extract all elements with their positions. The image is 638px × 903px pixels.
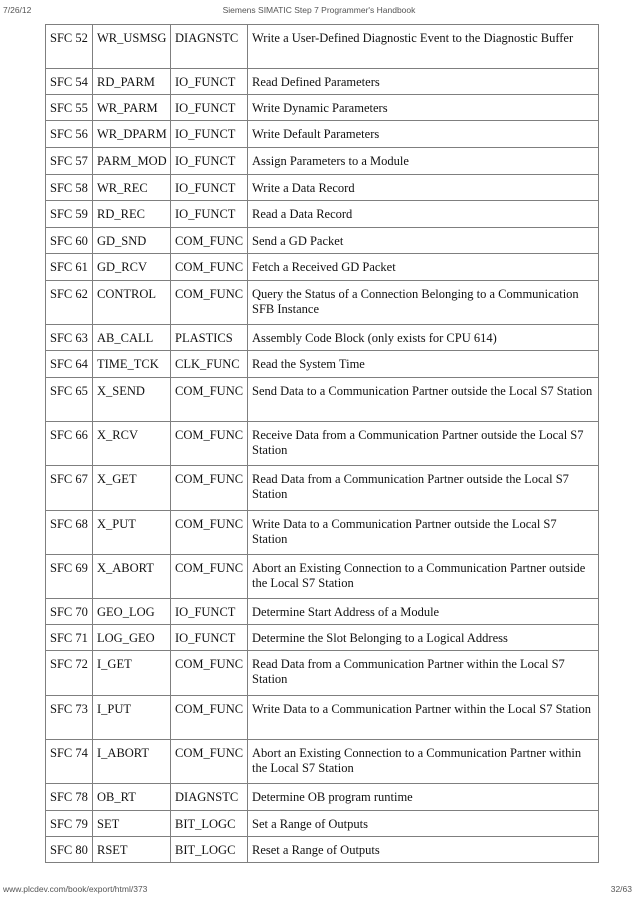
table-row	[46, 69, 599, 95]
source-url: www.plcdev.com/book/export/html/373	[3, 884, 148, 894]
document-title: Siemens SIMATIC Step 7 Programmer's Handbook	[222, 5, 416, 15]
table-row	[46, 511, 599, 555]
table-row	[46, 555, 599, 599]
sfc-number-cell: SFC 54	[46, 69, 93, 95]
table-row	[46, 121, 599, 148]
description-cell: Query the Status of a Connection Belonging to a Communication SFB Instance	[248, 281, 599, 325]
sfc-number-cell: SFC 55	[46, 95, 93, 121]
function-name-cell: LOG_GEO	[93, 625, 171, 651]
library-cell: CLK_FUNC	[171, 351, 248, 378]
function-name-cell: WR_DPARM	[93, 121, 171, 148]
sfc-table-body	[46, 25, 599, 863]
sfc-number-cell: SFC 63	[46, 325, 93, 351]
table-row	[46, 651, 599, 696]
description-cell: Fetch a Received GD Packet	[248, 254, 599, 281]
sfc-number-cell: SFC 56	[46, 121, 93, 148]
library-cell: PLASTICS	[171, 325, 248, 351]
description-cell: Send Data to a Communication Partner outside the Local S7 Station	[248, 378, 599, 422]
sfc-number-cell: SFC 69	[46, 555, 93, 599]
library-cell: BIT_LOGC	[171, 837, 248, 863]
description-cell: Read Data from a Communication Partner within the Local S7 Station	[248, 651, 599, 696]
function-name-cell: I_ABORT	[93, 740, 171, 784]
sfc-number-cell: SFC 66	[46, 422, 93, 466]
table-row	[46, 625, 599, 651]
description-cell: Write a User-Defined Diagnostic Event to the Diagnostic Buffer	[248, 25, 599, 69]
page-header	[0, 5, 638, 19]
sfc-number-cell: SFC 58	[46, 175, 93, 201]
table-row	[46, 351, 599, 378]
description-cell: Read the System Time	[248, 351, 599, 378]
function-name-cell: SET	[93, 811, 171, 837]
table-row	[46, 95, 599, 121]
library-cell: COM_FUNC	[171, 740, 248, 784]
sfc-number-cell: SFC 64	[46, 351, 93, 378]
sfc-number-cell: SFC 79	[46, 811, 93, 837]
function-name-cell: X_GET	[93, 466, 171, 511]
sfc-number-cell: SFC 57	[46, 148, 93, 175]
description-cell: Read Defined Parameters	[248, 69, 599, 95]
description-cell: Write Data to a Communication Partner within the Local S7 Station	[248, 696, 599, 740]
library-cell: COM_FUNC	[171, 228, 248, 254]
library-cell: IO_FUNCT	[171, 148, 248, 175]
function-name-cell: WR_REC	[93, 175, 171, 201]
sfc-number-cell: SFC 74	[46, 740, 93, 784]
library-cell: COM_FUNC	[171, 651, 248, 696]
page-footer	[0, 884, 638, 898]
sfc-number-cell: SFC 71	[46, 625, 93, 651]
function-name-cell: X_RCV	[93, 422, 171, 466]
function-name-cell: GEO_LOG	[93, 599, 171, 625]
print-date: 7/26/12	[3, 5, 32, 15]
function-name-cell: OB_RT	[93, 784, 171, 811]
sfc-number-cell: SFC 72	[46, 651, 93, 696]
function-name-cell: GD_SND	[93, 228, 171, 254]
table-row	[46, 281, 599, 325]
table-row	[46, 837, 599, 863]
table-row	[46, 740, 599, 784]
table-row	[46, 811, 599, 837]
function-name-cell: RD_PARM	[93, 69, 171, 95]
description-cell: Set a Range of Outputs	[248, 811, 599, 837]
sfc-table	[45, 24, 599, 863]
page-number: 32/63	[610, 884, 632, 894]
library-cell: IO_FUNCT	[171, 201, 248, 228]
library-cell: IO_FUNCT	[171, 121, 248, 148]
function-name-cell: X_SEND	[93, 378, 171, 422]
sfc-number-cell: SFC 65	[46, 378, 93, 422]
table-row	[46, 175, 599, 201]
sfc-number-cell: SFC 67	[46, 466, 93, 511]
library-cell: IO_FUNCT	[171, 95, 248, 121]
function-name-cell: X_ABORT	[93, 555, 171, 599]
description-cell: Abort an Existing Connection to a Communication Partner within the Local S7 Station	[248, 740, 599, 784]
library-cell: COM_FUNC	[171, 281, 248, 325]
function-name-cell: AB_CALL	[93, 325, 171, 351]
library-cell: COM_FUNC	[171, 466, 248, 511]
library-cell: COM_FUNC	[171, 511, 248, 555]
library-cell: IO_FUNCT	[171, 625, 248, 651]
function-name-cell: RD_REC	[93, 201, 171, 228]
sfc-number-cell: SFC 61	[46, 254, 93, 281]
description-cell: Assign Parameters to a Module	[248, 148, 599, 175]
sfc-number-cell: SFC 59	[46, 201, 93, 228]
library-cell: BIT_LOGC	[171, 811, 248, 837]
table-row	[46, 25, 599, 69]
library-cell: COM_FUNC	[171, 555, 248, 599]
description-cell: Read a Data Record	[248, 201, 599, 228]
table-row	[46, 422, 599, 466]
description-cell: Write Default Parameters	[248, 121, 599, 148]
description-cell: Reset a Range of Outputs	[248, 837, 599, 863]
function-name-cell: RSET	[93, 837, 171, 863]
function-name-cell: PARM_MOD	[93, 148, 171, 175]
sfc-number-cell: SFC 68	[46, 511, 93, 555]
description-cell: Receive Data from a Communication Partner outside the Local S7 Station	[248, 422, 599, 466]
library-cell: DIAGNSTC	[171, 784, 248, 811]
table-row	[46, 466, 599, 511]
function-name-cell: CONTROL	[93, 281, 171, 325]
sfc-number-cell: SFC 60	[46, 228, 93, 254]
description-cell: Determine the Slot Belonging to a Logical Address	[248, 625, 599, 651]
description-cell: Send a GD Packet	[248, 228, 599, 254]
library-cell: IO_FUNCT	[171, 175, 248, 201]
table-row	[46, 696, 599, 740]
table-row	[46, 599, 599, 625]
description-cell: Determine OB program runtime	[248, 784, 599, 811]
sfc-number-cell: SFC 80	[46, 837, 93, 863]
function-name-cell: TIME_TCK	[93, 351, 171, 378]
description-cell: Write Data to a Communication Partner outside the Local S7 Station	[248, 511, 599, 555]
function-name-cell: I_GET	[93, 651, 171, 696]
library-cell: IO_FUNCT	[171, 599, 248, 625]
library-cell: DIAGNSTC	[171, 25, 248, 69]
table-row	[46, 148, 599, 175]
library-cell: COM_FUNC	[171, 254, 248, 281]
function-name-cell: WR_USMSG	[93, 25, 171, 69]
library-cell: COM_FUNC	[171, 696, 248, 740]
description-cell: Assembly Code Block (only exists for CPU 614)	[248, 325, 599, 351]
table-row	[46, 254, 599, 281]
description-cell: Write Dynamic Parameters	[248, 95, 599, 121]
description-cell: Abort an Existing Connection to a Communication Partner outside the Local S7 Station	[248, 555, 599, 599]
function-name-cell: WR_PARM	[93, 95, 171, 121]
table-row	[46, 201, 599, 228]
sfc-number-cell: SFC 73	[46, 696, 93, 740]
library-cell: COM_FUNC	[171, 378, 248, 422]
library-cell: IO_FUNCT	[171, 69, 248, 95]
description-cell: Write a Data Record	[248, 175, 599, 201]
sfc-number-cell: SFC 78	[46, 784, 93, 811]
function-name-cell: X_PUT	[93, 511, 171, 555]
sfc-number-cell: SFC 62	[46, 281, 93, 325]
table-row	[46, 325, 599, 351]
sfc-number-cell: SFC 52	[46, 25, 93, 69]
function-name-cell: GD_RCV	[93, 254, 171, 281]
library-cell: COM_FUNC	[171, 422, 248, 466]
table-row	[46, 228, 599, 254]
table-row	[46, 784, 599, 811]
table-row	[46, 378, 599, 422]
function-name-cell: I_PUT	[93, 696, 171, 740]
description-cell: Read Data from a Communication Partner outside the Local S7 Station	[248, 466, 599, 511]
description-cell: Determine Start Address of a Module	[248, 599, 599, 625]
sfc-number-cell: SFC 70	[46, 599, 93, 625]
